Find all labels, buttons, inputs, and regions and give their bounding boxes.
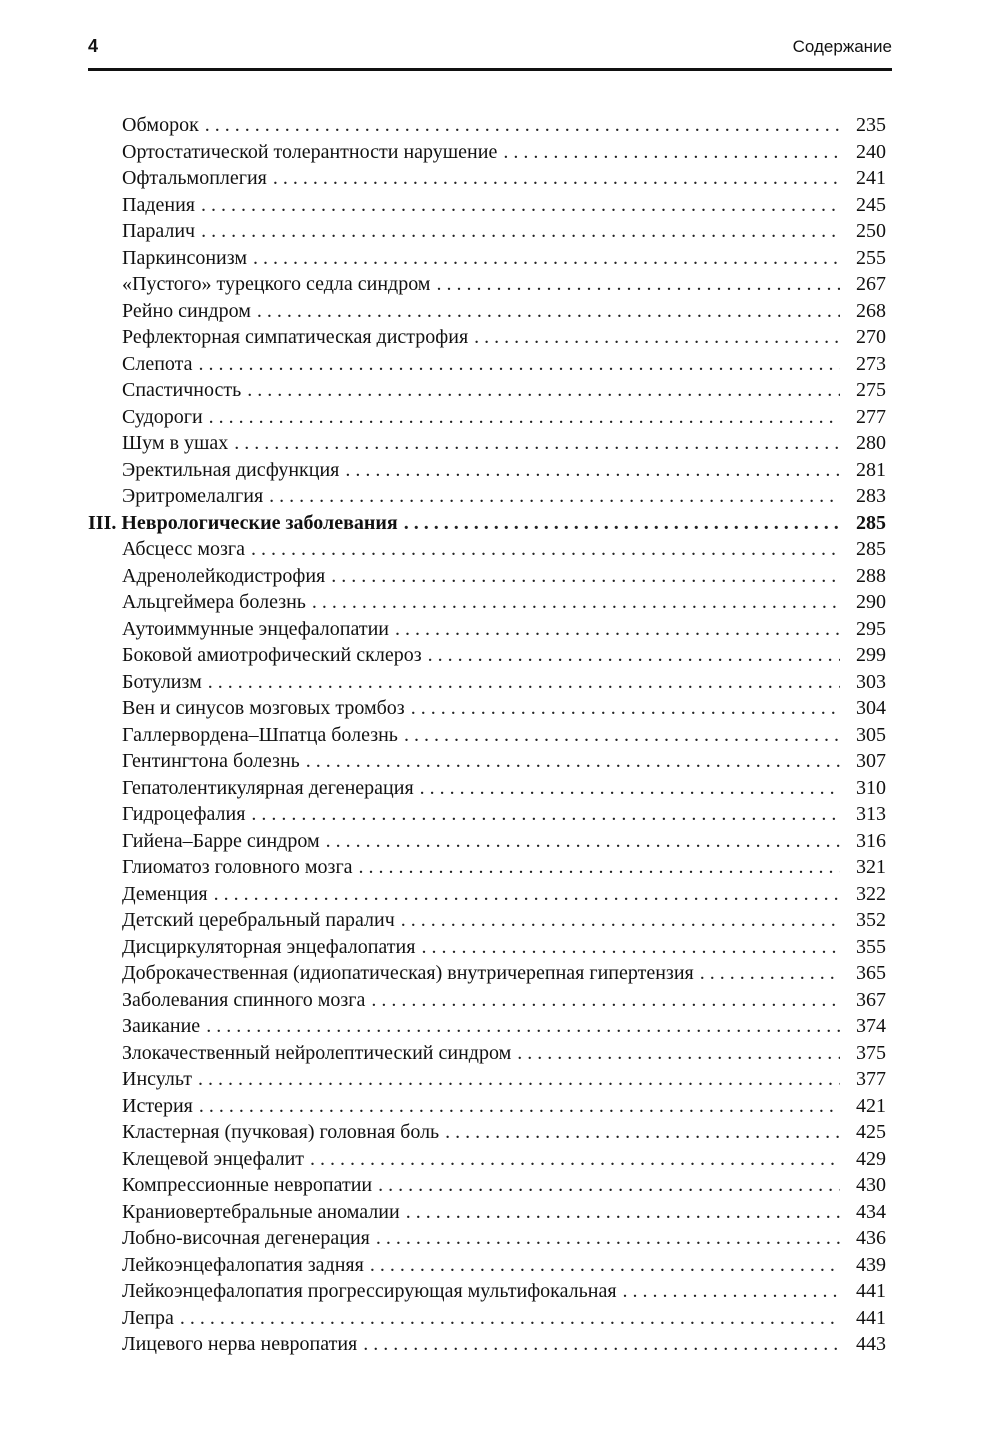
toc-entry-page: 367 <box>856 988 886 1011</box>
toc-entry-title: Рефлекторная симпатическая дистрофия <box>122 326 469 348</box>
toc-entry-title: Гентингтона болезнь <box>122 750 300 772</box>
toc-entry-page: 303 <box>856 670 886 693</box>
dot-leader <box>517 1040 840 1067</box>
toc-entry-title: Эритромелалгия <box>122 485 264 507</box>
toc-entry-page: 281 <box>856 458 886 481</box>
toc-entry-title: III. Неврологические заболевания <box>88 511 398 534</box>
toc-entry <box>88 139 886 166</box>
toc-entry-title: Альцгеймера болезнь <box>122 591 306 613</box>
toc-entry-title: Краниовертебральные аномалии <box>122 1200 400 1223</box>
dot-leader <box>251 801 840 828</box>
page-header <box>88 34 892 71</box>
dot-leader <box>420 775 840 802</box>
toc-entry <box>88 695 886 722</box>
toc-entry-title: Судороги <box>122 405 203 428</box>
toc-entry <box>88 165 886 192</box>
toc-entry <box>88 801 886 828</box>
toc-entry <box>88 245 886 272</box>
toc-entry <box>88 854 886 881</box>
toc-entry-title: Аутоиммунные энцефалопатии <box>122 617 389 640</box>
dot-leader <box>199 351 841 378</box>
dot-leader <box>371 987 840 1014</box>
toc-entry <box>88 828 886 855</box>
toc-entry-page: 321 <box>856 856 886 878</box>
toc-entry <box>88 1040 886 1067</box>
toc-entry-title: Спастичность <box>122 379 242 401</box>
toc-entry-title: Лейкоэнцефалопатия прогрессирующая мультифокальная <box>122 1280 617 1302</box>
toc-entry-page: 270 <box>856 326 886 348</box>
dot-leader <box>326 828 840 855</box>
toc-entry <box>88 112 886 139</box>
toc-entry <box>88 298 886 325</box>
toc-entry-page: 285 <box>856 511 886 534</box>
toc-entry-title: Деменция <box>122 882 208 905</box>
toc-entry <box>88 669 886 696</box>
toc-entry-page: 241 <box>856 167 886 189</box>
dot-leader <box>376 1225 840 1252</box>
toc-entry-title: Абсцесс мозга <box>122 538 245 560</box>
dot-leader <box>623 1278 840 1305</box>
toc-entry-page: 288 <box>856 564 886 587</box>
dot-leader <box>428 642 840 669</box>
toc-entry-page: 304 <box>856 697 886 719</box>
toc-entry-page: 355 <box>856 935 886 958</box>
toc-entry <box>88 907 886 934</box>
toc-entry-title: Паркинсонизм <box>122 246 247 269</box>
toc-entry-page: 352 <box>856 909 886 931</box>
dot-leader <box>251 536 840 563</box>
toc-entry <box>88 1066 886 1093</box>
toc-entry-title: Слепота <box>122 352 193 375</box>
dot-leader <box>209 404 840 431</box>
toc-entry <box>88 430 886 457</box>
toc-entry-title: Заикание <box>122 1015 201 1037</box>
toc-entry-title: Падения <box>122 193 195 216</box>
toc-entry-page: 280 <box>856 432 886 454</box>
dot-leader <box>378 1172 840 1199</box>
toc-entry-title: Ортостатической толерантности нарушение <box>122 140 498 163</box>
toc-entry-page: 235 <box>856 114 886 136</box>
dot-leader <box>269 483 840 510</box>
toc-entry-title: Ботулизм <box>122 670 202 693</box>
toc-entry-page: 295 <box>856 617 886 640</box>
toc-entry-page: 375 <box>856 1041 886 1064</box>
toc-entry-page: 275 <box>856 379 886 401</box>
toc-entry-page: 430 <box>856 1174 886 1196</box>
toc-entry-page: 425 <box>856 1121 886 1143</box>
dot-leader <box>404 722 840 749</box>
toc-entry-page: 245 <box>856 193 886 216</box>
dot-leader <box>214 881 840 908</box>
dot-leader <box>395 616 840 643</box>
toc-entry <box>88 1225 886 1252</box>
toc-entry-title: Рейно синдром <box>122 299 251 322</box>
toc-entry-title: Гийена–Барре синдром <box>122 829 320 852</box>
toc-entry-page: 307 <box>856 750 886 772</box>
toc-entry <box>88 1093 886 1120</box>
toc-entry-page: 429 <box>856 1147 886 1170</box>
dot-leader <box>201 192 840 219</box>
dot-leader <box>421 934 840 961</box>
dot-leader <box>205 112 840 139</box>
toc-entry-page: 283 <box>856 485 886 507</box>
toc-entry-title: Офтальмоплегия <box>122 167 267 189</box>
dot-leader <box>370 1252 840 1279</box>
dot-leader <box>234 430 840 457</box>
dot-leader <box>411 695 840 722</box>
toc-entry <box>88 218 886 245</box>
toc-entry-page: 434 <box>856 1200 886 1223</box>
toc-entry-page: 365 <box>856 962 886 984</box>
toc-entry-page: 273 <box>856 352 886 375</box>
toc-entry-title: Глиоматоз головного мозга <box>122 856 353 878</box>
toc-entry-page: 250 <box>856 220 886 242</box>
toc-entry-page: 436 <box>856 1227 886 1249</box>
toc-entry-title: Шум в ушах <box>122 432 229 454</box>
toc-entry <box>88 404 886 431</box>
dot-leader <box>253 245 840 272</box>
toc-entry <box>88 1146 886 1173</box>
toc-entry <box>88 589 886 616</box>
toc-entry-page: 290 <box>856 591 886 613</box>
toc-entry <box>88 563 886 590</box>
toc-entry-title: Детский церебральный паралич <box>122 909 395 931</box>
page-number: 4 <box>88 36 99 56</box>
dot-leader <box>401 907 840 934</box>
dot-leader <box>363 1331 840 1358</box>
toc-entry <box>88 748 886 775</box>
toc-entry-page: 299 <box>856 644 886 666</box>
dot-leader <box>180 1305 840 1332</box>
toc-entry <box>88 271 886 298</box>
toc-entry-title: «Пустого» турецкого седла синдром <box>122 273 431 295</box>
toc-entry-page: 305 <box>856 723 886 746</box>
dot-leader <box>331 563 840 590</box>
toc-entry-page: 240 <box>856 140 886 163</box>
toc-entry-title: Дисциркуляторная энцефалопатия <box>122 935 416 958</box>
running-title: Содержание <box>792 37 892 56</box>
toc-entry <box>88 722 886 749</box>
dot-leader <box>208 669 840 696</box>
toc-entry-page: 277 <box>856 405 886 428</box>
toc-entry-title: Лобно-височная дегенерация <box>122 1227 370 1249</box>
toc-entry <box>88 351 886 378</box>
dot-leader <box>199 1093 840 1120</box>
toc-entry <box>88 934 886 961</box>
toc-entry <box>88 1172 886 1199</box>
table-of-contents <box>88 112 886 1358</box>
toc-entry <box>88 483 886 510</box>
toc-entry-title: Гидроцефалия <box>122 803 246 825</box>
toc-entry-title: Паралич <box>122 220 196 242</box>
toc-entry <box>88 881 886 908</box>
toc-entry <box>88 1013 886 1040</box>
toc-entry-title: Вен и синусов мозговых тромбоз <box>122 697 405 719</box>
toc-entry <box>88 192 886 219</box>
toc-entry-title: Лепра <box>122 1306 174 1329</box>
dot-leader <box>198 1066 840 1093</box>
dot-leader <box>345 457 840 484</box>
toc-entry-title: Инсульт <box>122 1068 192 1090</box>
dot-leader <box>257 298 840 325</box>
toc-entry-title: Заболевания спинного мозга <box>122 988 366 1011</box>
toc-entry-page: 310 <box>856 776 886 799</box>
toc-entry-title: Гепатолентикулярная дегенерация <box>122 776 414 799</box>
toc-entry <box>88 1199 886 1226</box>
toc-entry-page: 313 <box>856 803 886 825</box>
toc-entry-title: Обморок <box>122 114 199 136</box>
toc-entry-page: 441 <box>856 1280 886 1302</box>
toc-entry-page: 316 <box>856 829 886 852</box>
toc-entry <box>88 1252 886 1279</box>
toc-entry-title: Адренолейкодистрофия <box>122 564 326 587</box>
toc-entry <box>88 324 886 351</box>
toc-entry-page: 268 <box>856 299 886 322</box>
toc-entry-page: 441 <box>856 1306 886 1329</box>
toc-entry <box>88 1278 886 1305</box>
dot-leader <box>503 139 840 166</box>
dot-leader <box>445 1119 840 1146</box>
toc-entry-page: 374 <box>856 1015 886 1037</box>
toc-entry <box>88 457 886 484</box>
dot-leader <box>312 589 840 616</box>
toc-entry-title: Лейкоэнцефалопатия задняя <box>122 1253 364 1276</box>
toc-entry-page: 439 <box>856 1253 886 1276</box>
toc-entry-title: Злокачественный нейролептический синдром <box>122 1041 512 1064</box>
dot-leader <box>406 1199 840 1226</box>
toc-entry <box>88 1331 886 1358</box>
toc-entry-page: 443 <box>856 1333 886 1355</box>
dot-leader <box>359 854 840 881</box>
toc-entry <box>88 987 886 1014</box>
toc-entry-title: Боковой амиотрофический склероз <box>122 644 422 666</box>
dot-leader <box>436 271 840 298</box>
dot-leader <box>474 324 840 351</box>
dot-leader <box>306 748 840 775</box>
dot-leader <box>310 1146 840 1173</box>
toc-entry-page: 377 <box>856 1068 886 1090</box>
toc-entry-title: Доброкачественная (идиопатическая) внутричерепная гипертензия <box>122 962 694 984</box>
dot-leader <box>404 510 840 537</box>
toc-entry <box>88 536 886 563</box>
toc-entry <box>88 642 886 669</box>
toc-entry-title: Эректильная дисфункция <box>122 458 340 481</box>
toc-entry-title: Клещевой энцефалит <box>122 1147 305 1170</box>
toc-entry-page: 285 <box>856 538 886 560</box>
toc-entry-page: 322 <box>856 882 886 905</box>
toc-entry <box>88 1119 886 1146</box>
toc-entry <box>88 960 886 987</box>
toc-entry-page: 267 <box>856 273 886 295</box>
toc-entry-title: Кластерная (пучковая) головная боль <box>122 1121 440 1143</box>
toc-entry <box>88 377 886 404</box>
toc-entry <box>88 616 886 643</box>
dot-leader <box>273 165 840 192</box>
toc-entry-page: 255 <box>856 246 886 269</box>
toc-entry-page: 421 <box>856 1094 886 1117</box>
dot-leader <box>206 1013 840 1040</box>
toc-entry <box>88 775 886 802</box>
toc-section-heading <box>88 510 886 537</box>
dot-leader <box>247 377 840 404</box>
toc-entry-title: Компрессионные невропатии <box>122 1174 373 1196</box>
toc-entry-title: Лицевого нерва невропатия <box>122 1333 358 1355</box>
toc-entry-title: Истерия <box>122 1094 193 1117</box>
dot-leader <box>201 218 840 245</box>
toc-entry <box>88 1305 886 1332</box>
toc-entry-title: Галлервордена–Шпатца болезнь <box>122 723 398 746</box>
dot-leader <box>700 960 840 987</box>
